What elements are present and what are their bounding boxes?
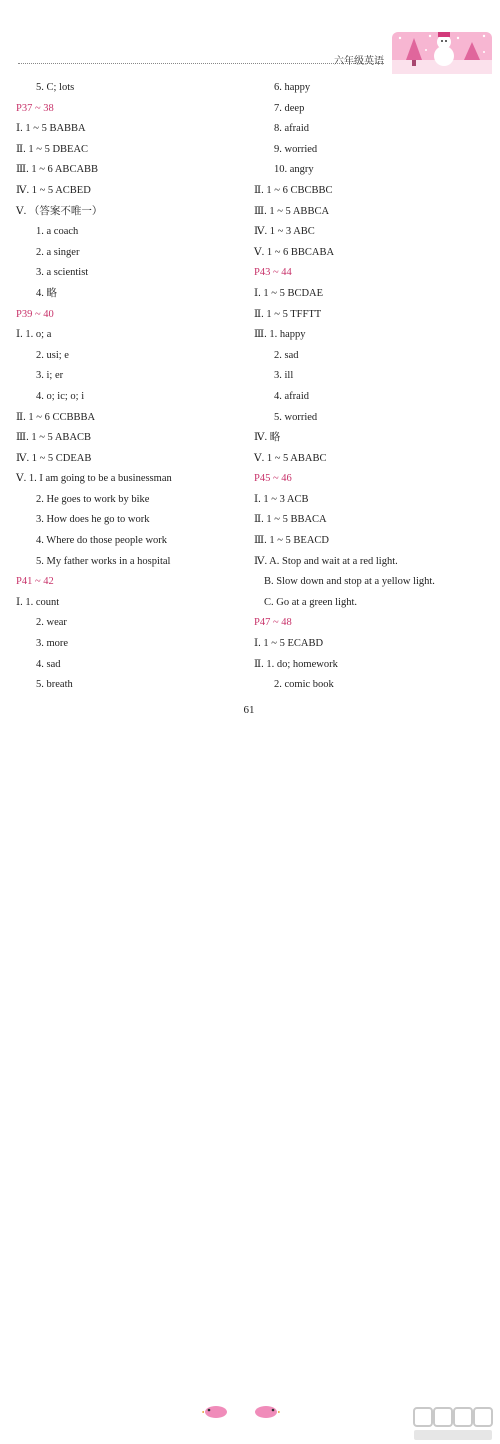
left-answer-column	[16, 78, 256, 696]
answer-line: Ⅳ. A. Stop and wait at a red light.	[254, 555, 398, 567]
answer-line: Ⅲ. 1 ~ 6 ABCABB	[16, 164, 99, 176]
grade-label: 六年级英语	[334, 56, 384, 67]
watermark-logo	[412, 1406, 496, 1444]
answer-line: 4. sad	[36, 658, 61, 670]
answer-line: 4. 略	[36, 287, 57, 299]
answer-line: Ⅱ. 1 ~ 5 BBACA	[254, 514, 327, 526]
answer-line: Ⅳ. 1 ~ 5 CDEAB	[16, 452, 92, 464]
answer-line: 7. deep	[274, 102, 305, 114]
page-number: 61	[243, 704, 255, 716]
answer-line: Ⅴ. 1 ~ 6 BBCABA	[254, 246, 335, 258]
answer-line: 4. afraid	[274, 390, 309, 402]
answer-line: Ⅲ. 1 ~ 5 ABBCA	[254, 205, 330, 217]
answer-line: Ⅴ. 1. I am going to be a businessman	[16, 473, 172, 485]
answer-line: Ⅳ. 1 ~ 5 ACBED	[16, 184, 91, 196]
answer-line: 6. happy	[274, 82, 311, 93]
answer-line: 5. C; lots	[36, 82, 75, 93]
answer-line: Ⅰ. 1. count	[16, 596, 60, 608]
answer-line: 3. ill	[274, 370, 294, 382]
answer-line: 3. more	[36, 638, 69, 650]
answer-line: Ⅰ. 1. o; a	[16, 329, 52, 341]
answer-line: 3. How does he go to work	[36, 514, 150, 526]
answer-line: 5. worried	[274, 411, 318, 423]
answer-line: 8. afraid	[274, 123, 309, 135]
answer-line: Ⅰ. 1 ~ 5 ECABD	[254, 638, 324, 650]
section-heading: P45 ~ 46	[254, 473, 292, 485]
answer-line: Ⅰ. 1 ~ 5 BCDAE	[254, 287, 324, 299]
answer-line: 2. wear	[36, 617, 67, 629]
answer-line: 10. angry	[274, 164, 314, 176]
bird-icon	[202, 1402, 230, 1420]
answer-line: Ⅲ. 1 ~ 5 BEACD	[254, 535, 330, 547]
header-divider	[18, 63, 384, 64]
answer-line: Ⅱ. 1. do; homework	[254, 658, 338, 670]
answer-line: 2. comic book	[274, 679, 334, 691]
answer-line: 5. breath	[36, 679, 73, 691]
section-heading: P41 ~ 42	[16, 576, 54, 588]
answer-line: 5. My father works in a hospital	[36, 555, 171, 567]
answer-line: Ⅰ. 1 ~ 5 BABBA	[16, 123, 86, 135]
snowman-illustration	[392, 22, 492, 74]
section-heading: P37 ~ 38	[16, 102, 54, 114]
section-heading: P43 ~ 44	[254, 267, 292, 279]
answer-line: 2. sad	[274, 349, 299, 361]
right-answer-column	[254, 78, 494, 696]
answer-line: C. Go at a green light.	[264, 596, 358, 608]
answer-line: Ⅲ. 1 ~ 5 ABACB	[16, 432, 92, 444]
answer-line: Ⅱ. 1 ~ 5 DBEAC	[16, 143, 89, 155]
answer-line: Ⅳ. 1 ~ 3 ABC	[254, 226, 315, 238]
answer-line: 2. a singer	[36, 246, 80, 258]
answer-line: 9. worried	[274, 143, 318, 155]
answer-line: Ⅲ. 1. happy	[254, 329, 306, 341]
answer-line: Ⅳ. 略	[254, 432, 281, 444]
answer-line: 2. usi; e	[36, 349, 69, 361]
answer-line: Ⅱ. 1 ~ 6 CCBBBA	[16, 411, 96, 423]
answer-line: Ⅱ. 1 ~ 5 TFFTT	[254, 308, 322, 320]
answer-line: 4. o; ic; o; i	[36, 390, 85, 402]
section-heading: P39 ~ 40	[16, 308, 54, 320]
section-heading: P47 ~ 48	[254, 617, 292, 629]
answer-line: Ⅴ. 1 ~ 5 ABABC	[254, 452, 327, 464]
bird-icon	[252, 1402, 280, 1420]
answer-line: 2. He goes to work by bike	[36, 493, 150, 505]
answer-line: 3. a scientist	[36, 267, 89, 279]
answer-line: Ⅱ. 1 ~ 6 CBCBBC	[254, 184, 333, 196]
answer-line: Ⅰ. 1 ~ 3 ACB	[254, 493, 309, 505]
answer-line: Ⅴ. （答案不唯一）	[16, 205, 103, 217]
answer-line: 4. Where do those people work	[36, 535, 168, 547]
answer-line: 3. i; er	[36, 370, 64, 382]
answer-line: 1. a coach	[36, 226, 79, 238]
page-header	[0, 0, 500, 74]
answer-line: B. Slow down and stop at a yellow light.	[264, 576, 435, 588]
